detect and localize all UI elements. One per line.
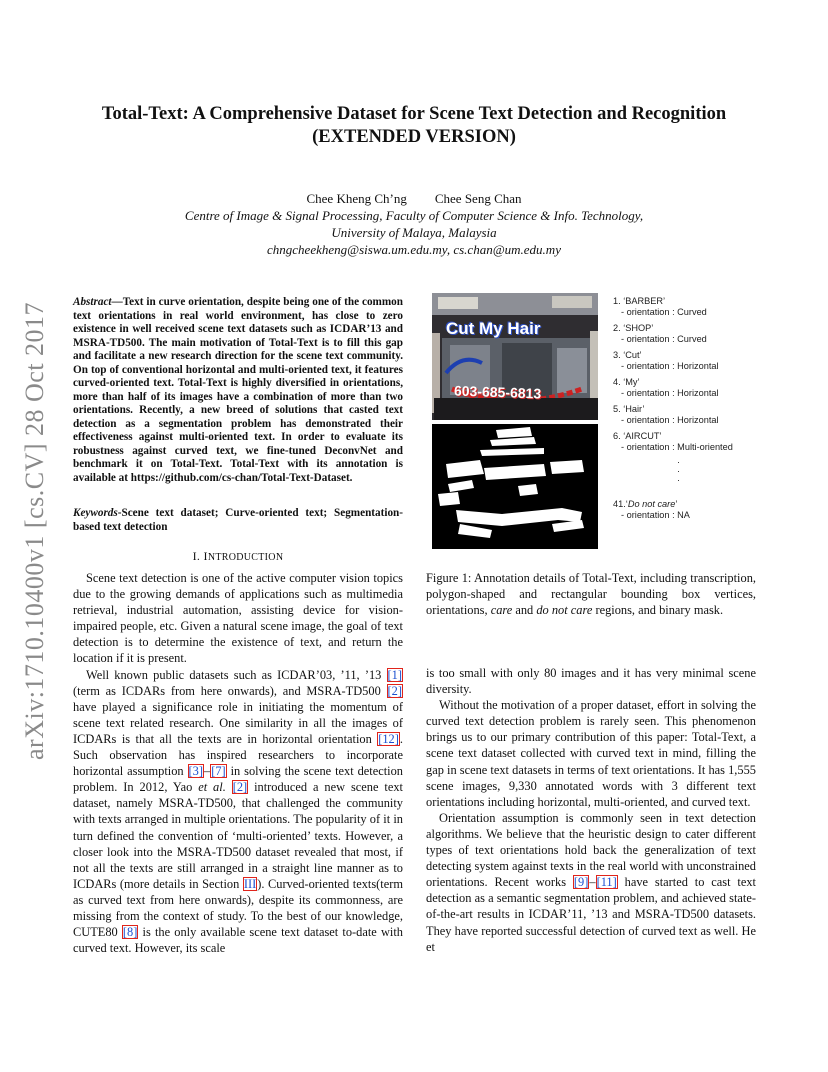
annotation-label [613,499,773,510]
annotation-list [613,296,773,526]
text-run: have started to cast text detection as a semantic segmentation problem, and achieved state-of-the-art results in ICDAR’11, ’13 and MSRA-TD500 datasets. They have reported successful detection of curved text as well. He et [426,875,757,954]
citation-link[interactable]: [7] [211,764,226,779]
annotation-label: 2. ‘SHOP’ [613,323,654,333]
ellipsis-dots [613,458,773,485]
author-block [60,190,768,258]
dot: · [677,457,681,467]
author-1: Chee Kheng Ch’ng [306,191,407,206]
annotation-item [613,404,773,426]
annotation-item [613,431,773,453]
arxiv-stamp: arXiv:1710.10400v1 [cs.CV] 28 Oct 2017 [20,301,49,760]
keywords-label: Keywords [73,507,118,519]
label-end: ’ [675,499,678,509]
left-column [73,570,403,956]
annotation-item [613,296,773,318]
intro-paragraph-2 [73,667,403,957]
annotation-orientation: - orientation : Multi-oriented [621,442,733,452]
annotation-label: 4. ‘My’ [613,377,640,387]
abstract [73,296,403,485]
annotation-label: 6. ‘AIRCUT’ [613,431,662,441]
text-run: in solving the scene text detection problem. In 2012, Yao [73,764,403,795]
binary-mask-art [432,424,598,549]
right-paragraph-0: is too small with only 80 images and it has very minimal scene diversity. [426,666,756,697]
barbershop-photo [432,293,598,420]
keywords-text: -Scene text dataset; Curve-oriented text; Segmentation-based text detection [73,507,403,533]
photo-sign-text: Cut My Hair [446,319,541,338]
label-italic: Do not care [627,499,676,509]
caption-text: regions, and binary mask. [592,603,724,618]
text-run: Orientation assumption is commonly seen in text detection algorithms. We believe that the heuristic design to cater different types of text orientations hold back the generalization of text detecting system against texts in the real world with unconstrained orientations. Recent works [426,810,756,890]
annotation-orientation: - orientation : Curved [621,334,707,344]
annotation-orientation: - orientation : Horizontal [621,415,719,425]
text-run [226,780,232,794]
abstract-label: Abstract [73,296,112,308]
caption-care: care [490,603,513,618]
affiliation-line-1: Centre of Image & Signal Processing, Faculty of Computer Science & Info. Technology, [184,208,644,223]
affiliation-line-2: University of Malaya, Malaysia [331,225,497,240]
title-line-1: Total-Text: A Comprehensive Dataset for Scene Text Detection and Recognition [101,104,727,124]
citation-link[interactable]: [1] [387,667,402,682]
annotation-orientation: - orientation : Curved [621,307,707,317]
label-num: 41.‘ [613,499,628,509]
text-run: Well known public datasets such as ICDAR’03, ’11, ’13 [86,667,387,682]
citation-link[interactable]: [9] [573,875,589,890]
annotation-label: 3. ‘Cut’ [613,350,642,360]
caption-text: and [512,603,537,618]
right-paragraph-2 [426,810,756,955]
citation-link[interactable]: [12] [378,731,399,746]
dot: · [677,466,681,476]
figure-1 [432,293,598,549]
section-link[interactable]: III [243,876,257,891]
caption-text: Figure 1: Annotation details of Total-Text, including transcription, polygon-shaped and rectangular bounding box vertices, orientations, [426,571,756,618]
annotation-label: 5. ‘Hair’ [613,404,645,414]
annotation-item [613,350,773,372]
paper-title [60,103,768,149]
text-run: – [204,764,211,779]
right-paragraph-1: Without the motivation of a proper dataset, effort in solving the curved text detection problem is rarely seen. This phenomenon brings us to our primary contribution of this paper: Total-Text, a scene text dataset collected with curved text in mind, filling the gap in scene text datasets in terms of text orientations. It has 1,555 scene images, 9,330 annotated words with 3 different text orientations including horizontal, multi-oriented, and curved text. [426,698,756,809]
author-names [60,190,768,207]
text-run: introduced a new scene text dataset, namely MSRA-TD500, that challenged the community with texts arranged in multiple orientations. The popularity of it in turn defined the convention of ‘multi-oriented’ texts. However, a closer look into the MSRA-TD500 dataset revealed that most, if not all the texts are still arranged in a straight line manner as to ICDARs (more details in Section [73,780,403,891]
abstract-text: —Text in curve orientation, despite being one of the common text orientations in real world environment, has close to zero existence in well received scene text datasets such as ICDAR’13 and MSRA-TD500. The main motivation of Total-Text is to fill this gap and facilitate a new research direction for the scene text community. On top of conventional horizontal and multi-oriented text, it features curved-oriented text. Total-Text is highly diversified in orientations, more than half of its images have a combination of more than two orientations. Recently, a new breed of solutions that casted text detection as a segmentation problem has demonstrated their effectiveness against multi-oriented text. In order to evaluate its robustness against curved text, we fine-tuned DeconvNet and benchmark it on Total-Text. Total-Text with its annotation is available at https://github.com/cs-chan/Total-Text-Dataset. [73,296,403,484]
dot: · [677,475,681,485]
annotation-orientation: - orientation : Horizontal [621,361,719,371]
text-run: . Such observation has inspired researchers to incorporate horizontal assumption [73,731,403,779]
text-run: – [589,875,596,890]
citation-link[interactable]: [3] [188,764,203,779]
annotation-orientation: - orientation : Horizontal [621,388,719,398]
text-run: (term as ICDARs from here onwards), and MSRA-TD500 [73,683,387,698]
citation-link[interactable]: [2] [387,683,402,698]
author-2: Chee Seng Chan [434,191,522,206]
et-al: et al. [198,780,226,795]
citation-link[interactable]: [11] [596,875,617,890]
right-column [426,665,756,955]
annotation-orientation: - orientation : NA [621,510,690,520]
annotation-item [613,323,773,345]
section-heading: I. INTRODUCTION [192,549,284,563]
text-run: ). Curved-oriented texts(term as curved text from here onwards), despite its commonness, are missing from the context of study. To the best of our knowledge, CUTE80 [73,876,403,940]
intro-paragraph-1: Scene text detection is one of the active computer vision topics due to the growing demands of applications such as multimedia retrieval, industrial automation, assisting device for vision-impaired people, etc. Given a natural scene image, the goal of text detection is to determine the existence of text, and return the location if it is present. [73,571,403,666]
annotation-item-dont-care [613,499,773,521]
annotation-label: 1. ‘BARBER’ [613,296,666,306]
annotation-item [613,377,773,399]
binary-mask-image [432,424,598,549]
citation-link[interactable]: [2] [232,780,248,795]
citation-link[interactable]: [8] [122,925,138,940]
keywords [73,507,403,534]
title-line-2: (EXTENDED VERSION) [312,127,516,147]
caption-do-not-care: do not care [536,603,593,618]
text-run: have played a significance role in initiating the momentum of scene text related research. One similarity in all the images of ICDARs is that all the texts are in horizontal orientation [73,699,403,746]
photo-phone-text: 603-685-6813 [453,382,542,402]
barbershop-photo-art [432,293,598,420]
text-run: is the only available scene text dataset to-date with curved text. However, its scale [73,925,404,956]
author-emails: chngcheekheng@siswa.um.edu.my, cs.chan@um.edu.my [267,242,561,257]
figure-1-caption [426,570,756,618]
